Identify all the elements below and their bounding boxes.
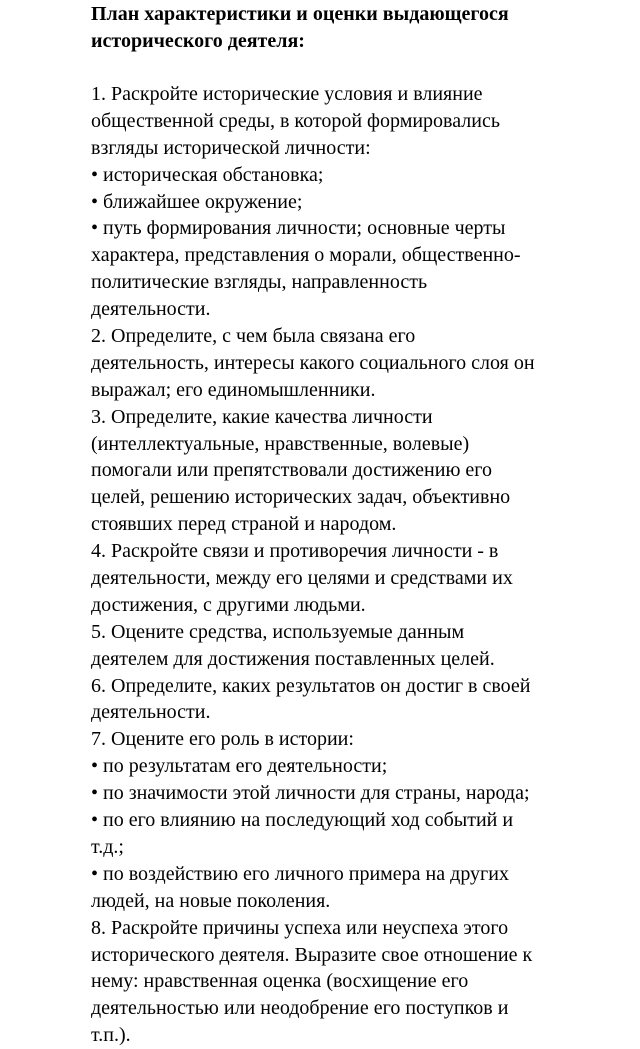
body-line: выражал; его единомышленники. <box>91 378 376 401</box>
body-line: т.д.; <box>91 835 124 858</box>
body-line: деятелем для достижения поставленных целей. <box>91 647 495 670</box>
body-line: • по воздействию его личного примера на других <box>91 862 509 885</box>
body-line: • по значимости этой личности для страны, народа; <box>91 782 530 805</box>
body-line: общественной среды, в которой формировались <box>91 109 500 132</box>
body-line: • путь формирования личности; основные черты <box>91 217 506 240</box>
body-line: деятельность, интересы какого социального слоя он <box>91 351 535 374</box>
body-line: деятельностью или неодобрение его поступков и <box>91 997 509 1020</box>
document-title <box>91 1 626 55</box>
body-line: • по результатам его деятельности; <box>91 755 388 778</box>
body-line: помогали или препятствовали достижению его <box>91 459 492 482</box>
body-line: 7. Оцените его роль в истории: <box>91 728 354 751</box>
body-line: 6. Определите, каких результатов он достиг в своей <box>91 674 531 697</box>
body-line: людей, на новые поколения. <box>91 889 331 912</box>
body-line: 2. Определите, с чем была связана его <box>91 325 416 348</box>
body-line: стоявших перед страной и народом. <box>91 513 397 536</box>
body-line: характера, представления о морали, общественно- <box>91 244 521 267</box>
body-line: деятельности. <box>91 701 211 724</box>
body-line: 3. Определите, какие качества личности <box>91 405 433 428</box>
body-line: • ближайшее окружение; <box>91 190 303 213</box>
body-line: целей, решению исторических задач, объективно <box>91 486 511 509</box>
body-line: (интеллектуальные, нравственные, волевые) <box>91 432 470 455</box>
body-line: 8. Раскройте причины успеха или неуспеха этого <box>91 916 509 939</box>
body-line: 1. Раскройте исторические условия и влияние <box>91 83 483 105</box>
body-line: деятельности. <box>91 298 211 321</box>
body-line: т.п.). <box>91 1024 131 1047</box>
title-line: исторического деятеля: <box>91 29 305 52</box>
body-line: • по его влиянию на последующий ход событий и <box>91 809 514 832</box>
body-line: взгляды исторической личности: <box>91 136 371 159</box>
body-line: 4. Раскройте связи и противоречия личности - в <box>91 540 499 563</box>
body-line: нему: нравственная оценка (восхищение его <box>91 970 469 993</box>
body-line: деятельности, между его целями и средствами их <box>91 567 513 590</box>
body-line: достижения, с другими людьми. <box>91 593 366 616</box>
body-line: политические взгляды, направленность <box>91 271 428 294</box>
body-line: исторического деятеля. Выразите свое отношение к <box>91 943 533 966</box>
body-line: • историческая обстановка; <box>91 163 324 186</box>
body-line: 5. Оцените средства, используемые данным <box>91 620 465 643</box>
title-line: План характеристики и оценки выдающегося <box>91 3 509 25</box>
document-body <box>91 81 626 1049</box>
